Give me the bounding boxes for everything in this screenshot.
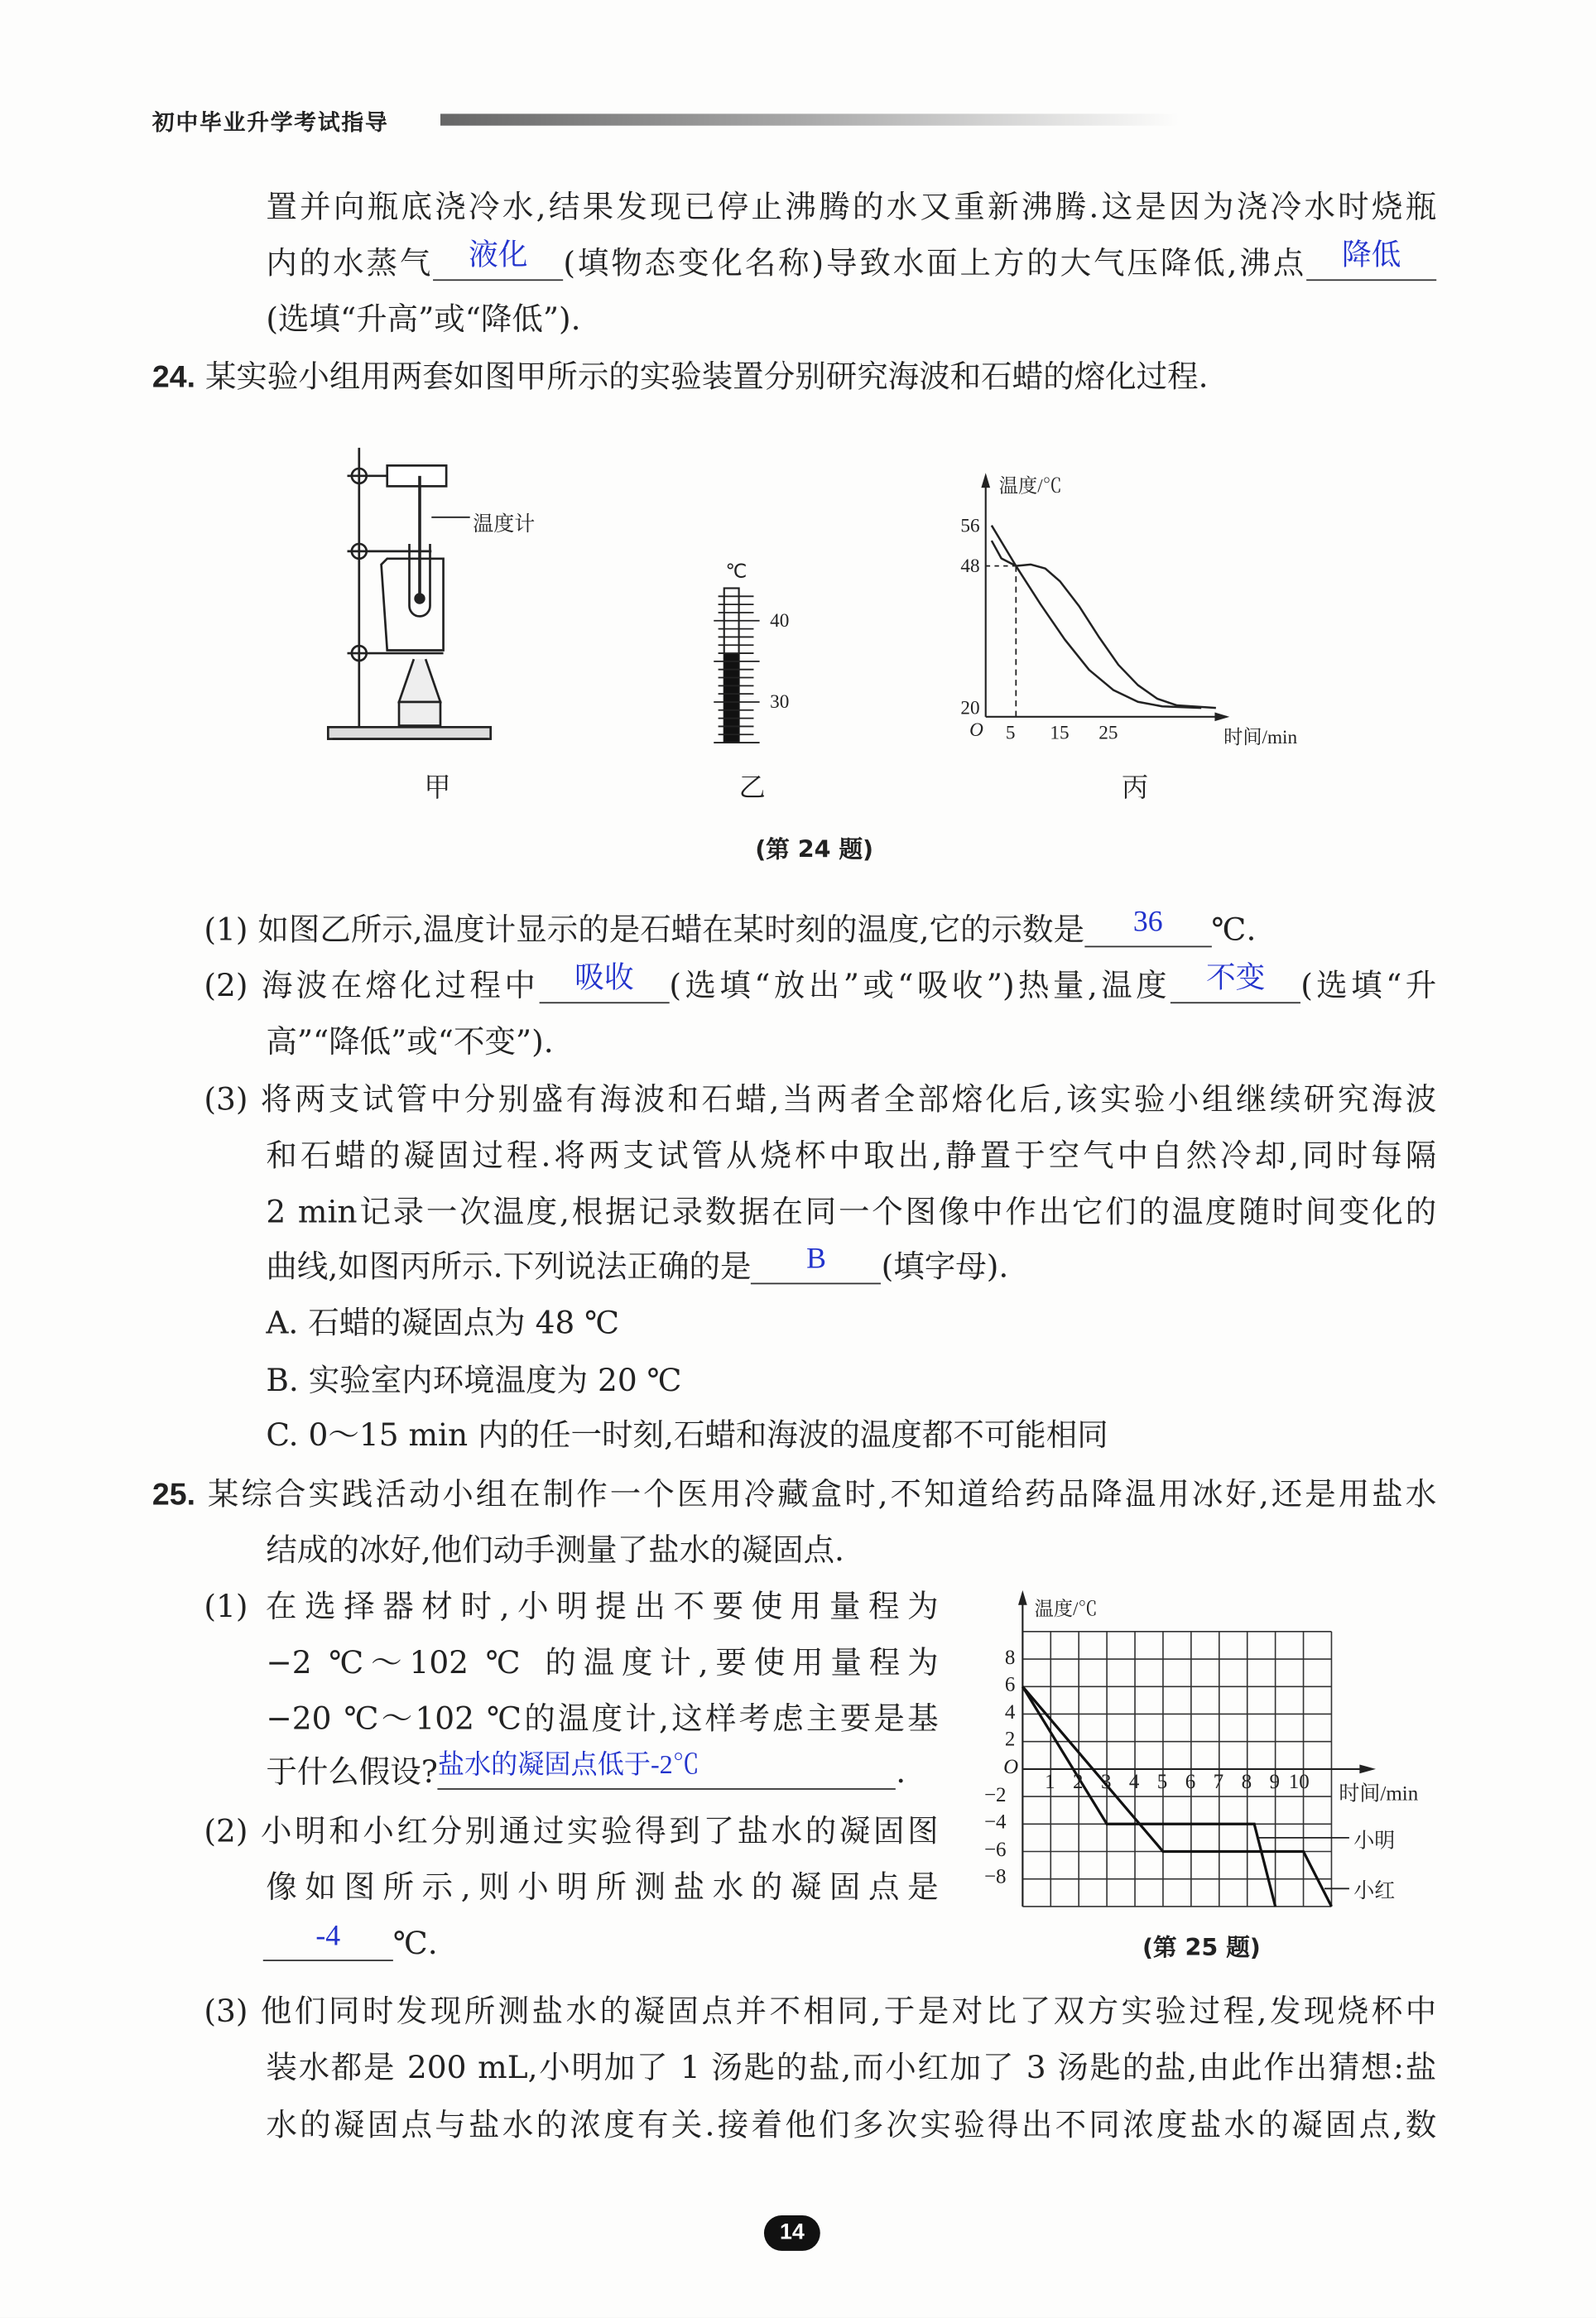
x-tick-label: 25: [1098, 721, 1118, 743]
answer-blank[interactable]: [1084, 907, 1212, 947]
y-axis-arrow: [1018, 1590, 1027, 1605]
q25-stem-line2: 结成的冰好,他们动手测量了盐水的凝固点.: [266, 1532, 844, 1569]
q24-stem-text: 某实验小组用两套如图甲所示的实验装置分别研究海波和石蜡的熔化过程.: [204, 358, 1209, 395]
answer-blank[interactable]: [752, 1244, 882, 1284]
question-number: 25.: [151, 1478, 196, 1512]
q24-p2-line2: 高”“降低”或“不变”).: [266, 1024, 554, 1060]
y-tick-label: −2: [983, 1784, 1007, 1807]
part-number: (1): [204, 911, 248, 948]
part-number: (1): [204, 1589, 248, 1624]
x-axis-label: 时间/min: [1339, 1783, 1419, 1806]
answer-blank[interactable]: [1171, 964, 1300, 1003]
x-tick-label: 5: [1156, 1772, 1168, 1795]
q25-p2-line3: [263, 1921, 438, 1966]
q23-line1: 置并向瓶底浇冷水,结果发现已停止沸腾的水又重新沸腾.这是因为浇冷水时烧瓶: [266, 189, 1437, 225]
answer-text: B: [806, 1243, 826, 1276]
answer-blank[interactable]: [263, 1921, 393, 1961]
question-number: 24.: [151, 360, 196, 395]
origin-label: O: [1003, 1757, 1019, 1780]
q25-p1-line3: −20 ℃～102 ℃的温度计,这样考虑主要是基: [266, 1700, 939, 1737]
q25-p1-line4: [266, 1750, 906, 1795]
y-axis-label: 温度/℃: [1034, 1597, 1098, 1620]
q25-p3-line3: 水的凝固点与盐水的浓度有关.接着他们多次实验得出不同浓度盐水的凝固点,数: [266, 2107, 1437, 2143]
part-text: 在选择器材时,小明提出不要使用量程为: [266, 1589, 939, 1624]
x-axis-arrow: [1359, 1765, 1376, 1774]
y-tick-label: 2: [1004, 1729, 1016, 1753]
y-tick-label: 6: [1004, 1674, 1016, 1697]
q24-p3-line3: 2 min记录一次温度,根据记录数据在同一个图像中作出它们的温度随时间变化的: [266, 1194, 1437, 1230]
figure-caption-q24: (第 24 题): [755, 834, 874, 863]
part-text: (填字母).: [881, 1248, 1009, 1285]
thermometer-label: 温度计: [473, 514, 536, 537]
part-text: ℃.: [392, 1926, 438, 1961]
q25-p1-line1: [204, 1585, 938, 1629]
x-tick-label: 3: [1100, 1772, 1112, 1795]
answer-blank[interactable]: [438, 1750, 896, 1790]
part-text: 小明和小红分别通过实验得到了盐水的凝固图: [261, 1813, 939, 1849]
thermometer-liquid: [724, 653, 739, 742]
therm-unit: ℃: [725, 560, 748, 583]
y-tick-label: 56: [960, 513, 980, 536]
series-line-0: [992, 526, 1201, 708]
apparatus-figure: [328, 448, 490, 739]
answer-blank[interactable]: [539, 964, 669, 1003]
x-axis-label: 时间/min: [1223, 725, 1298, 748]
x-tick-label: 10: [1288, 1772, 1310, 1795]
answer-text: 盐水的凝固点低于-2℃: [437, 1749, 699, 1780]
x-tick-label: 4: [1128, 1772, 1140, 1795]
x-tick-label: 7: [1213, 1772, 1224, 1795]
figure-caption-bing: 丙: [1121, 772, 1149, 805]
part-text: 于什么假设?: [266, 1754, 438, 1790]
part-text: .: [896, 1754, 906, 1790]
part-number: (3): [204, 1993, 248, 2030]
x-tick-label: 1: [1045, 1772, 1055, 1795]
answer-text: 不变: [1205, 962, 1266, 995]
page-number: 14: [764, 2215, 820, 2251]
origin-label: O: [969, 718, 983, 741]
q24-p3-line2: 和石蜡的凝固过程.将两支试管从烧杯中取出,静置于空气中自然冷却,同时每隔: [266, 1137, 1437, 1174]
running-header: 初中毕业升学考试指导: [151, 109, 389, 137]
y-tick-label: −4: [983, 1811, 1007, 1835]
part-text: ℃.: [1211, 911, 1257, 948]
y-tick-label: 4: [1004, 1702, 1016, 1724]
part-text: 如图乙所示,温度计显示的是石蜡在某时刻的温度,它的示数是: [257, 911, 1084, 948]
chart-q25: [1018, 1590, 1376, 1907]
q23-text: (填物态变化名称)导致水面上方的大气压降低,沸点: [563, 245, 1307, 281]
thermometer-figure: [714, 589, 759, 743]
answer-text: -4: [315, 1919, 341, 1953]
q24-p3-line1: [204, 1077, 1436, 1122]
answer-text: 降低: [1341, 239, 1401, 272]
therm-tick-label: 40: [770, 608, 790, 632]
y-tick-label: 48: [960, 554, 980, 577]
x-tick-label: 2: [1073, 1772, 1084, 1795]
y-tick-label: −6: [983, 1839, 1007, 1862]
answer-text: 吸收: [574, 962, 634, 995]
y-axis-arrow: [981, 473, 990, 488]
q23-text: 内的水蒸气: [266, 245, 434, 281]
q23-line3: (选填“升高”或“降低”).: [266, 301, 581, 338]
q25-p3-line1: [204, 1989, 1436, 2034]
q25-p2-line1: [204, 1809, 938, 1854]
series-label-xiaohong: 小红: [1353, 1881, 1396, 1904]
y-tick-label: −8: [983, 1867, 1007, 1890]
x-tick-label: 5: [1005, 721, 1016, 743]
x-axis-arrow: [1214, 712, 1229, 721]
series-label-xiaoming: 小明: [1353, 1830, 1396, 1853]
y-tick-label: 20: [960, 695, 980, 719]
option-b: B. 实验室内环境温度为 20 ℃: [266, 1362, 682, 1398]
part-number: (3): [204, 1081, 248, 1118]
x-tick-label: 6: [1185, 1772, 1196, 1795]
q25-stem-line1: [152, 1472, 1436, 1517]
answer-text: 36: [1132, 906, 1163, 939]
part-number: (2): [204, 1813, 248, 1849]
q25-p1-line2: −2 ℃～102 ℃ 的温度计,要使用量程为: [266, 1644, 939, 1681]
part-text: 将两支试管中分别盛有海波和石蜡,当两者全部熔化后,该实验小组继续研究海波: [260, 1081, 1437, 1118]
q25-stem-text: 某综合实践活动小组在制作一个医用冷藏盒时,不知道给药品降温用冰好,还是用盐水: [207, 1476, 1437, 1512]
part-text: 曲线,如图丙所示.下列说法正确的是: [266, 1248, 752, 1285]
part-number: (2): [204, 968, 248, 1004]
figure-caption-jia: 甲: [424, 772, 451, 805]
q24-p1: [204, 907, 1256, 952]
q25-p3-line2: 装水都是 200 mL,小明加了 1 汤匙的盐,而小红加了 3 汤匙的盐,由此作出猜想:盐: [266, 2050, 1437, 2085]
figure-caption-q25: (第 25 题): [1142, 1933, 1261, 1961]
option-c: C. 0～15 min 内的任一时刻,石蜡和海波的温度都不可能相同: [266, 1417, 1108, 1453]
therm-tick-label: 30: [770, 690, 790, 713]
y-axis-label: 温度/℃: [998, 474, 1062, 497]
x-tick-label: 15: [1050, 721, 1070, 743]
q24-p2: [204, 964, 1436, 1008]
x-tick-label: 9: [1269, 1772, 1280, 1795]
part-text: (选填“升: [1300, 968, 1437, 1004]
part-text: (选填“放出”或“吸收”)热量,温度: [669, 968, 1171, 1004]
figure-caption-yi: 乙: [738, 772, 766, 805]
q25-p2-line2: 像如图所示,则小明所测盐水的凝固点是: [266, 1869, 939, 1906]
option-a: A. 石蜡的凝固点为 48 ℃: [266, 1305, 620, 1341]
y-tick-label: 8: [1004, 1647, 1016, 1670]
x-tick-label: 8: [1241, 1772, 1252, 1795]
chart-bing: [981, 473, 1229, 721]
answer-text: 液化: [469, 239, 528, 272]
part-text: 他们同时发现所测盐水的凝固点并不相同,于是对比了双方实验过程,发现烧杯中: [260, 1993, 1437, 2030]
part-text: 海波在熔化过程中: [261, 968, 540, 1004]
q24-p3-line4: [266, 1244, 1008, 1289]
